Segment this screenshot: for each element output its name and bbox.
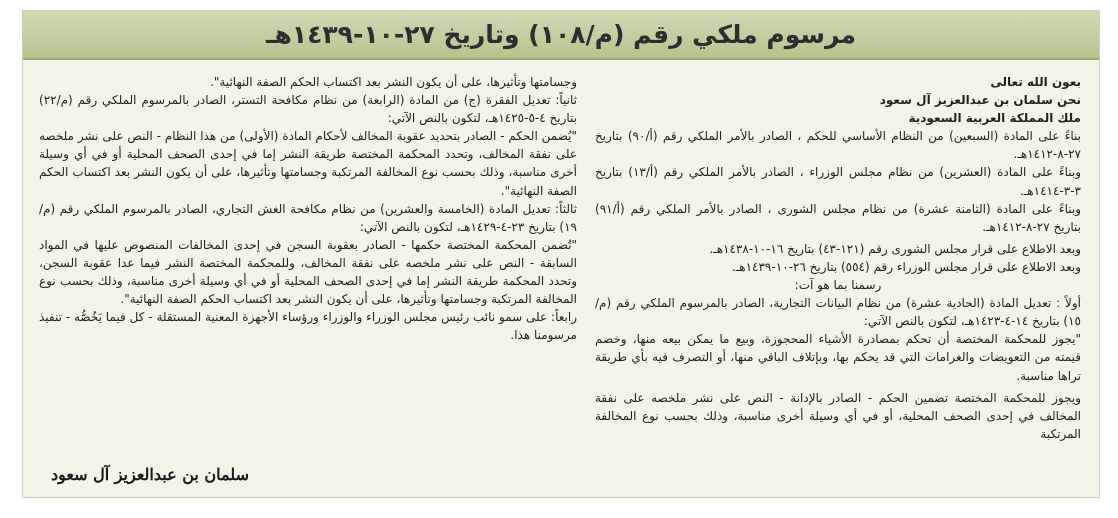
article-third: ثالثاً: تعديل المادة (الخامسة والعشرين) من نظام مكافحة الغش التجاري، الصادر بالمرسوم الملكي رقم (م/١٩) بتاريخ ٢٣-٤-١٤٢٩هـ، لتكون بالنص الآتي: — [39, 201, 577, 234]
article-quote: "تُضمن المحكمة المختصة حكمها - الصادر بعقوبة السجن في إحدى المخالفات المنصوص عليها في المواد السابقة - النص على نشر ملخصه على نفقة المخالف، وللمحكمة المختصة النشر فيما عدا عقوبة السجن، وتحدد المحكمة طريقة النشر إما في إحدى الصحف المحلية أو في أي وسيلة أخرى مناسبة، وذلك بحسب نوع المخالفة المرتكبة وجسامتها وتأثيرها، على أن يكون النشر بعد اكتساب الحكم الصفة النهائية". — [39, 237, 577, 307]
preamble-paragraph: وبناءً على المادة (العشرين) من نظام مجلس الوزراء ، الصادر بالأمر الملكي رقم (أ/١٣) بتاريخ ٣-٣-١٤١٤هـ. — [595, 165, 1081, 198]
article-quote: ويجوز للمحكمة المختصة تضمين الحكم - الصادر بالإدانة - النص على نشر ملخصه على نفقة المخالف في إحدى الصحف المحلية، أو في أي وسيلة أخرى مناسبة، وذلك بحسب نوع المخالفة المرتكبة — [595, 390, 1081, 441]
right-column — [595, 73, 1081, 493]
article-first: أولاً : تعديل المادة (الحادية عشرة) من نظام البيانات التجارية، الصادر بالمرسوم الملكي رقم (م/١٥) بتاريخ ١٤-٤-١٤٢٣هـ، لتكون بالنص الآتي: — [595, 296, 1081, 329]
decree-title: مرسوم ملكي رقم (م/١٠٨) وتاريخ ٢٧-١٠-١٤٣٩هـ — [266, 20, 856, 49]
opening-invocation: بعون الله تعالى — [990, 75, 1081, 89]
article-quote: "يجوز للمحكمة المختصة أن تحكم بمصادرة الأشياء المحجوزة، وبيع ما يمكن بيعه منها، وخصم قيمته من التعويضات والغرامات التي قد يحكم بها، وبإتلاف الباقي منها، أو التصرف فيه بأي طريقة تراها مناسبة. — [595, 332, 1081, 383]
article-second: ثانياً: تعديل الفقرة (ج) من المادة (الرابعة) من نظام مكافحة التستر، الصادر بالمرسوم الملكي رقم (م/٢٢) بتاريخ ٤-٥-١٤٢٥هـ، لتكون بالنص الآتي: — [39, 93, 577, 126]
left-column — [39, 73, 577, 493]
article-quote-end: وجسامتها وتأثيرها، على أن يكون النشر بعد اكتساب الحكم الصفة النهائية". — [210, 75, 577, 89]
preamble-paragraph: وبعد الاطلاع على قرار مجلس الوزراء رقم (٥٥٤) بتاريخ ٢٦-١٠-١٤٣٩هـ. — [731, 259, 1081, 274]
preamble-paragraph: بناءً على المادة (السبعين) من النظام الأساسي للحكم ، الصادر بالأمر الملكي رقم (أ/٩٠) بتاريخ ٢٧-٨-١٤١٢هـ. — [595, 129, 1081, 162]
preamble-paragraph: وبعد الاطلاع على قرار مجلس الشورى رقم (١٢١-٤٣) بتاريخ ١٦-١٠-١٤٣٨هـ. — [709, 241, 1081, 256]
issuer-title: ملك المملكة العربية السعودية — [908, 111, 1081, 126]
decree-header — [23, 11, 1099, 60]
royal-signature: سلمان بن عبدالعزيز آل سعود — [51, 465, 249, 484]
preamble-paragraph: وبناءً على المادة (الثامنة عشرة) من نظام مجلس الشورى ، الصادر بالأمر الملكي رقم (أ/٩١) بتاريخ ٢٧-٨-١٤١٢هـ. — [595, 201, 1081, 234]
decree-formula: رسمنا بما هو آت: — [794, 278, 882, 293]
article-quote: "يُضمن الحكم - الصادر بتحديد عقوبة المخالف لأحكام المادة (الأولى) من هذا النظام - النص على نشر ملخصه على نفقة المخالف، وتحدد المحكمة المختصة طريقة النشر إما في إحدى الصحف المحلية أو في أي وسيلة أخرى مناسبة، وذلك بحسب نوع المخالفة المرتكبة وجسامتها وتأثيرها، على أن يكون النشر بعد اكتساب الحكم الصفة النهائية". — [39, 129, 577, 198]
document-frame — [22, 10, 1100, 498]
issuer-line: نحن سلمان بن عبدالعزيز آل سعود — [879, 93, 1081, 108]
article-fourth: رابعاً: على سمو نائب رئيس مجلس الوزراء والوزراء ورؤساء الأجهزة المعنية المستقلة - كل فيما يَخُصُّه - تنفيذ مرسومنا هذا. — [39, 310, 577, 343]
